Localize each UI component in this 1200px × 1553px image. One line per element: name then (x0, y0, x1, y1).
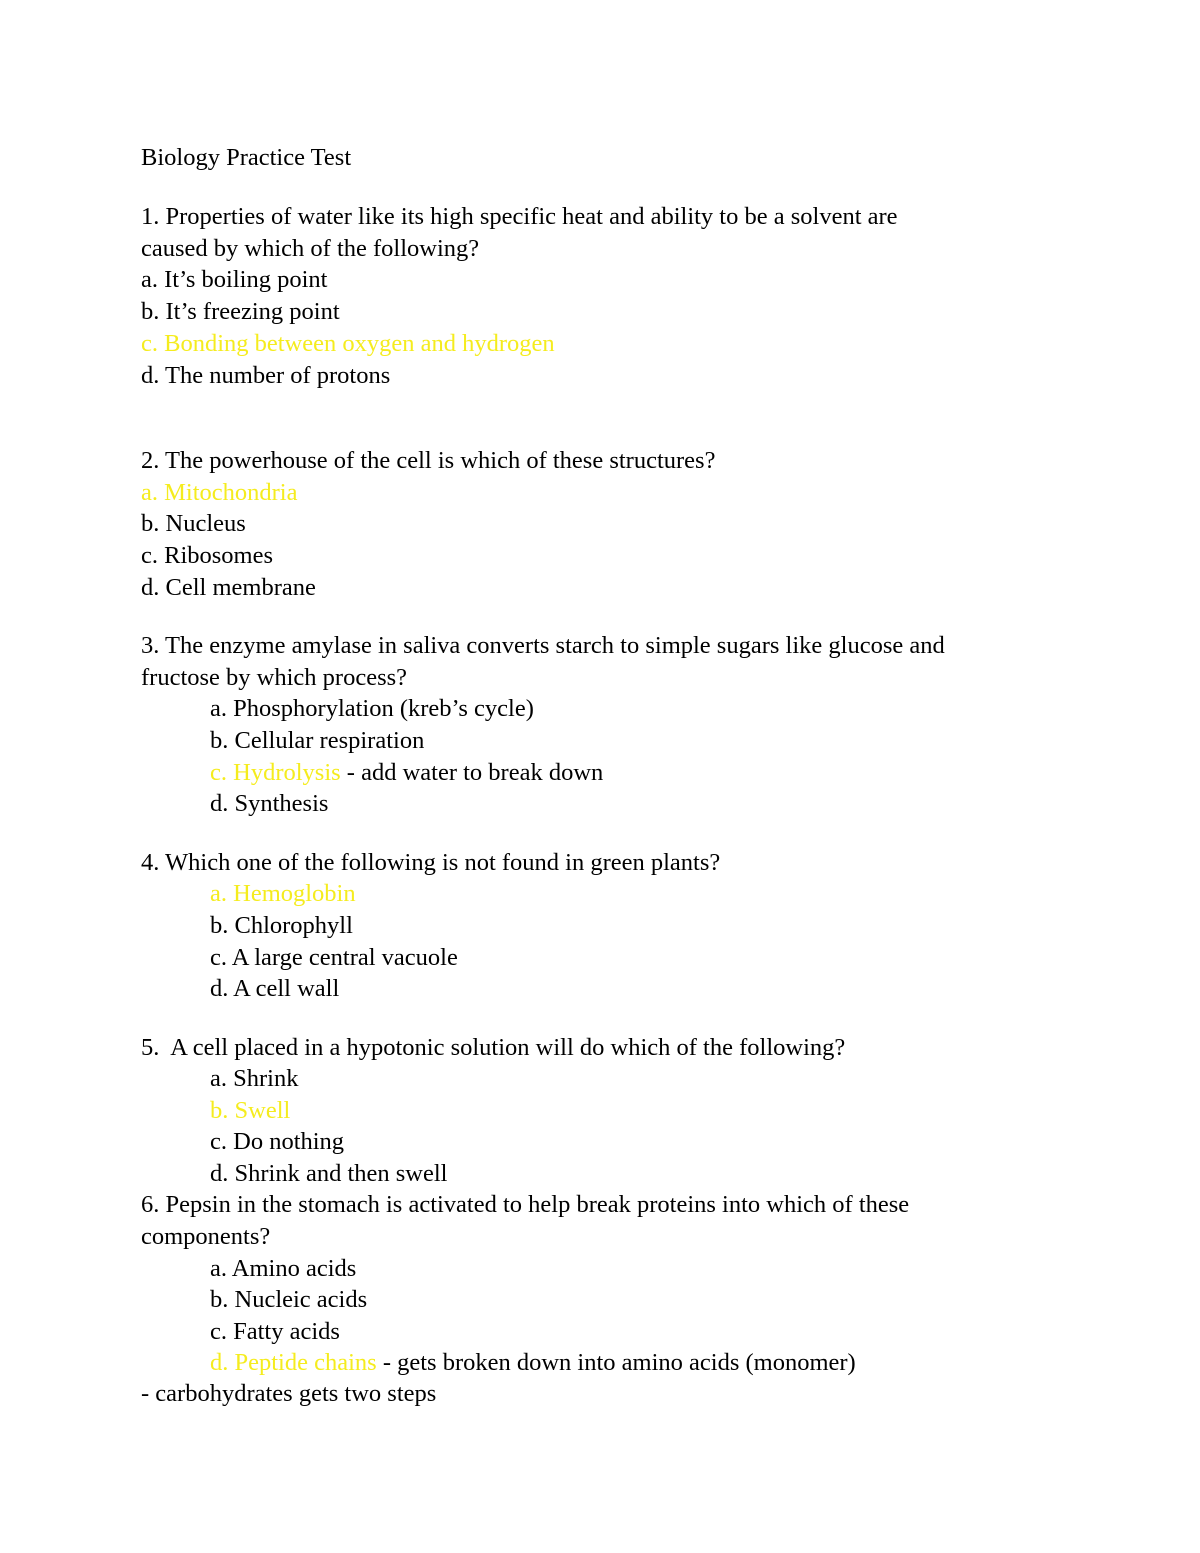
question-6-option-d-note: - gets broken down into amino acids (monomer) (376, 1349, 856, 1376)
question-1-option-b: b. It’s freezing point (141, 298, 340, 325)
question-6-option-d (210, 1349, 856, 1377)
question-1-stem-line-2: caused by which of the following? (141, 235, 480, 262)
question-3-stem-line-2: fructose by which process? (141, 664, 408, 691)
document-title: Biology Practice Test (141, 144, 352, 171)
question-4-option-a-answer: a. Hemoglobin (210, 880, 356, 907)
question-6-stem-line-2: components? (141, 1223, 271, 1250)
question-2-stem: 2. The powerhouse of the cell is which of these structures? (141, 447, 716, 474)
question-3-option-c-note: - add water to break down (340, 759, 604, 786)
question-2-option-d: d. Cell membrane (141, 574, 316, 601)
question-5-option-c: c. Do nothing (210, 1128, 345, 1155)
question-6-footnote: - carbohydrates gets two steps (141, 1380, 437, 1407)
question-5-option-d: d. Shrink and then swell (210, 1160, 448, 1187)
question-5-stem: 5. A cell placed in a hypotonic solution will do which of the following? (141, 1034, 846, 1061)
question-3-option-a: a. Phosphorylation (kreb’s cycle) (210, 695, 534, 722)
question-3-option-c-answer: c. Hydrolysis (210, 759, 341, 786)
question-6-option-a: a. Amino acids (210, 1255, 357, 1282)
question-4-option-d: d. A cell wall (210, 975, 340, 1002)
question-6-stem-line-1: 6. Pepsin in the stomach is activated to help break proteins into which of these (141, 1191, 910, 1218)
question-2-option-a-answer: a. Mitochondria (141, 479, 298, 506)
question-4-option-c: c. A large central vacuole (210, 944, 458, 971)
question-3-option-d: d. Synthesis (210, 790, 329, 817)
question-6-option-b: b. Nucleic acids (210, 1286, 368, 1313)
question-5-option-b-answer: b. Swell (210, 1097, 291, 1124)
question-3-option-b: b. Cellular respiration (210, 727, 425, 754)
question-6-option-d-answer: d. Peptide chains (210, 1349, 377, 1376)
question-2-option-c: c. Ribosomes (141, 542, 274, 569)
question-1-option-a: a. It’s boiling point (141, 266, 328, 293)
question-2-option-b: b. Nucleus (141, 510, 246, 537)
question-3-stem-line-1: 3. The enzyme amylase in saliva converts starch to simple sugars like glucose and (141, 632, 945, 659)
question-6-option-c: c. Fatty acids (210, 1318, 340, 1345)
question-1-stem-line-1: 1. Properties of water like its high specific heat and ability to be a solvent are (141, 203, 898, 230)
question-4-option-b: b. Chlorophyll (210, 912, 353, 939)
question-5-option-a: a. Shrink (210, 1065, 299, 1092)
question-4-stem: 4. Which one of the following is not found in green plants? (141, 849, 721, 876)
question-3-option-c (210, 759, 603, 787)
question-1-option-d: d. The number of protons (141, 362, 391, 389)
question-1-option-c-answer: c. Bonding between oxygen and hydrogen (141, 330, 555, 357)
